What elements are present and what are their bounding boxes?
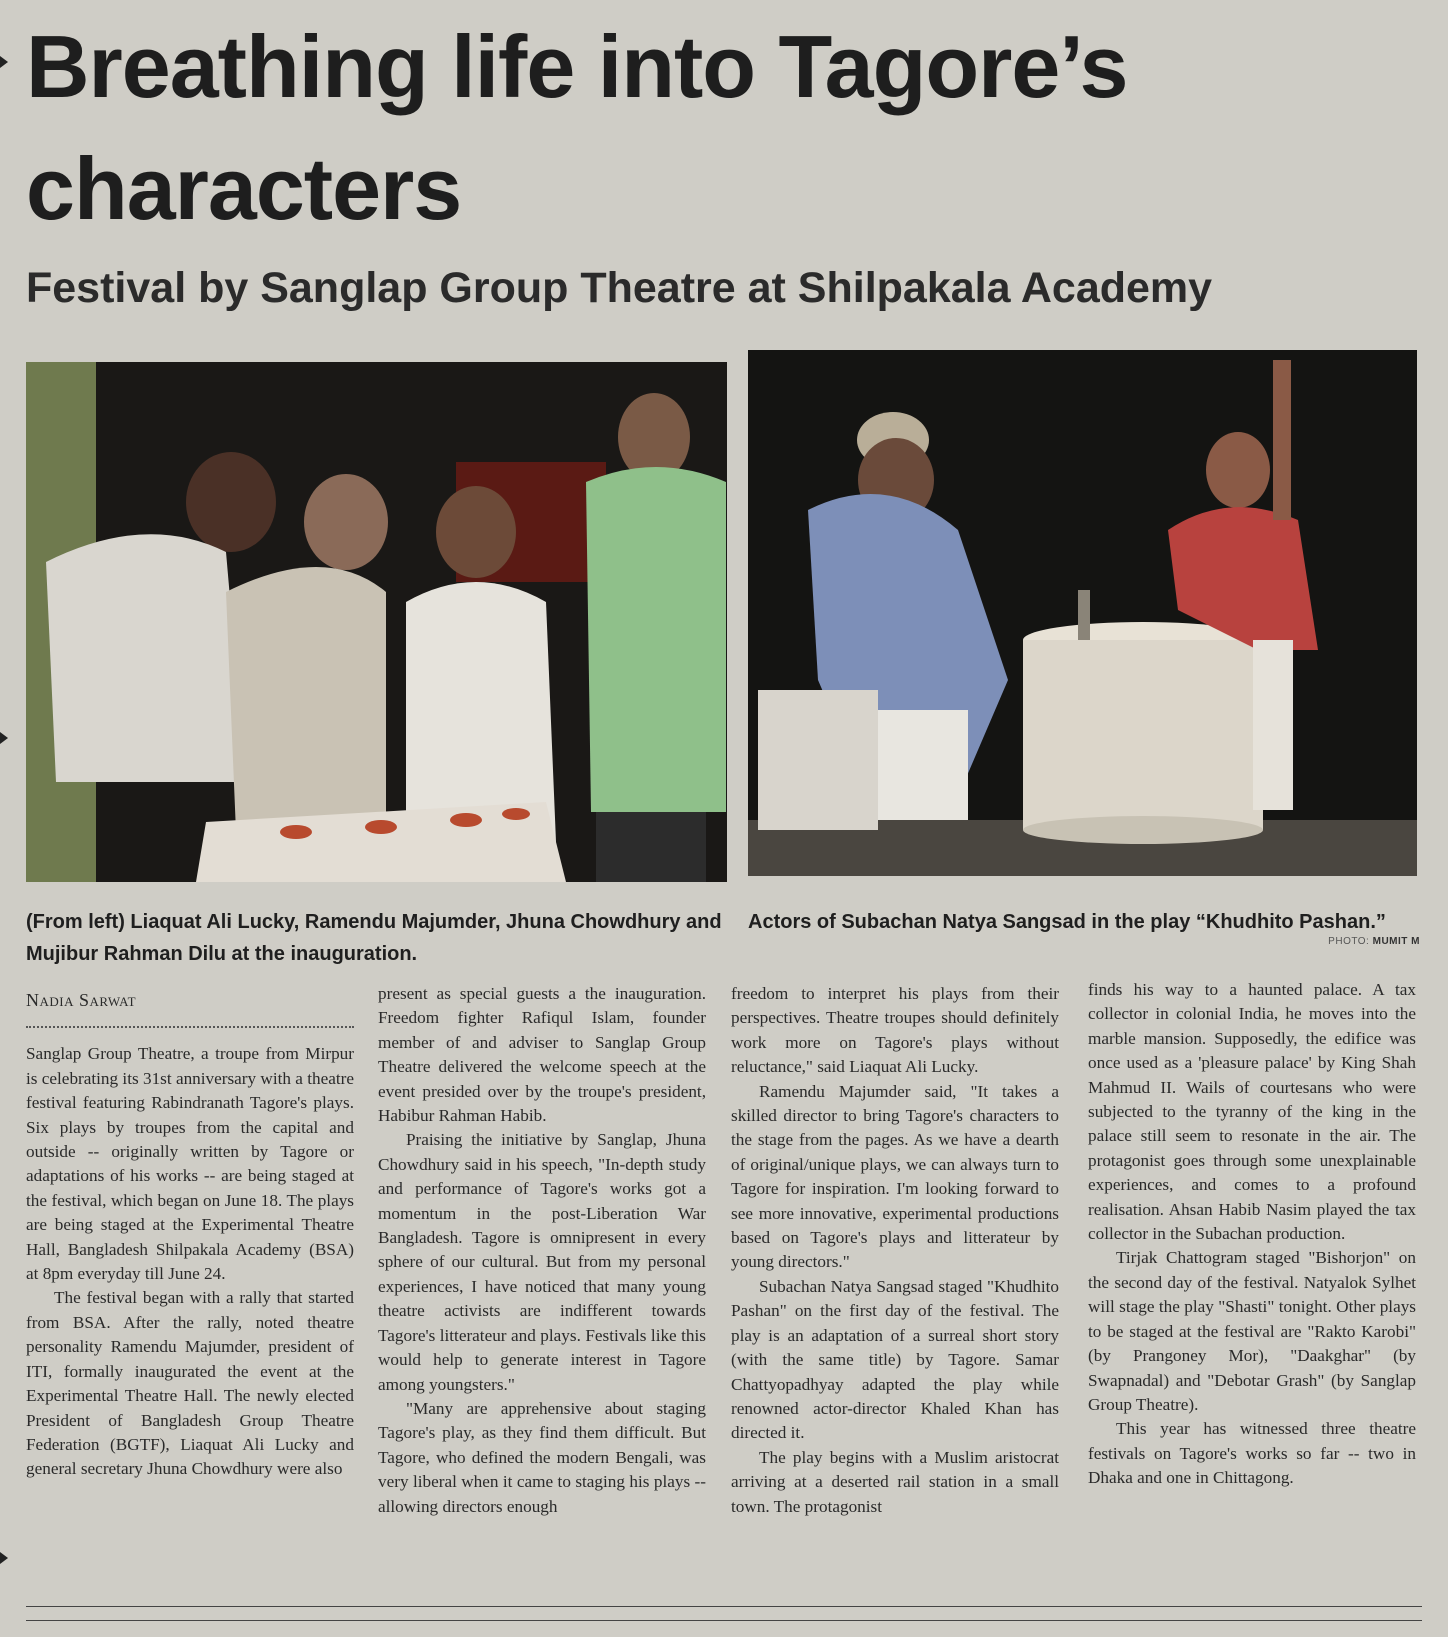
inauguration-photo [26,362,727,882]
article-column-3 [731,982,1059,1519]
right-photo-caption: Actors of Subachan Natya Sangsad in the play “Khudhito Pashan.” [748,911,1386,933]
article-headline: Breathing life into Tagore’s characters [26,17,1128,238]
body-paragraph: present as special guests a the inauguration. Freedom fighter Rafiqul Islam, founder member of and adviser to Sanglap Group Theatre delivered the welcome speech at the event presided over by the troupe's president, Habibur Rahman Habib. [378,984,706,1126]
article-column-1 [26,988,354,1482]
photo-credit [1328,936,1420,947]
body-paragraph: Tirjak Chattogram staged "Bishorjon" on the second day of the festival. Natyalok Sylhet will stage the play "Shasti" tonight. Other plays to be staged at the festival are "Rakto Karobi" (by Prangoney Mor), "Daakghar" (by Swapnadal) and "Debotar Grash" (by Sanglap Group Theatre). [1088,1248,1416,1414]
margin-arrow-icon [0,1552,8,1564]
body-paragraph: Subachan Natya Sangsad staged "Khudhito Pashan" on the first day of the festival. The play is an adaptation of a surreal short story (with the same title) by Tagore. Samar Chattyopadhyay adapted the play while renowned actor-director Khaled Khan has directed it. [731,1276,1059,1443]
article-column-4 [1088,978,1416,1491]
body-paragraph: Ramendu Majumder said, "It takes a skilled director to bring Tagore's characters to the stage from the pages. As we have a dearth of original/unique plays, we can always turn to Tagore for inspiration. I'm looking forward to see more innovative, experimental productions based on Tagore's plays and litterateur by young directors." [731,1081,1059,1272]
article-subheadline: Festival by Sanglap Group Theatre at Shilpakala Academy [26,264,1213,312]
body-paragraph: finds his way to a haunted palace. A tax collector in colonial India, he moves into the marble mansion. Supposedly, the edifice was once used as a 'pleasure palace' by King Shah Mahmud II. Wails of courtesans who were subjected to the tyranny of the king in the palace still seem to resonate in the air. The protagonist goes through some unexplainable experiences, and comes to a profound realisation. Ahsan Habib Nasim played the tax collector in the Subachan production. [1088,980,1416,1244]
body-paragraph: The play begins with a Muslim aristocrat arriving at a deserted rail station in a small town. The protagonist [731,1447,1059,1516]
body-paragraph: Sanglap Group Theatre, a troupe from Mirpur is celebrating its 31st anniversary with a theatre festival featuring Rabindranath Tagore's plays. Six plays by troupes from the capital and outside -- originally written by Tagore or adaptations of his works -- are being staged at the festival, which began on June 18. The plays are being staged at the Experimental Theatre Hall, Bangladesh Shilpakala Academy (BSA) at 8pm everyday till June 24. [26,1044,354,1284]
left-photo-caption: (From left) Liaquat Ali Lucky, Ramendu Majumder, Jhuna Chowdhury and Mujibur Rahman Dilu at the inauguration. [26,911,722,965]
bottom-rule [26,1606,1422,1607]
body-paragraph: "Many are apprehensive about staging Tagore's play, as they find them difficult. But Tagore, who defined the modern Bengali, was very liberal when it came to staging his plays -- allowing directors enough [378,1398,706,1516]
photo-credit-label: PHOTO: [1328,936,1370,947]
photo-credit-name: MUMIT M [1372,936,1420,947]
body-paragraph: freedom to interpret his plays from their perspectives. Theatre troupes should definitely work more on Tagore's plays without reluctance," said Liaquat Ali Lucky. [731,984,1059,1077]
margin-arrow-icon [0,732,8,744]
play-scene-photo [748,350,1417,876]
margin-arrow-icon [0,56,8,68]
byline: Nadia Sarwat [26,988,354,1028]
body-paragraph: The festival began with a rally that started from BSA. After the rally, noted theatre personality Ramendu Majumder, president of ITI, formally inaugurated the event at the Experimental Theatre Hall. The newly elected President of Bangladesh Group Theatre Federation (BGTF), Liaquat Ali Lucky and general secretary Jhuna Chowdhury were also [26,1288,354,1479]
body-paragraph: Praising the initiative by Sanglap, Jhuna Chowdhury said in his speech, "In-depth study and performance of Tagore's works got a momentum in the post-Liberation War Bangladesh. Tagore is omnipresent in every sphere of our cultural. But from my personal experiences, I have noticed that many young theatre activists are indifferent towards Tagore's litterateur and plays. Festivals like this would help to generate interest in Tagore among youngsters." [378,1130,706,1394]
body-paragraph: This year has witnessed three theatre festivals on Tagore's works so far -- two in Dhaka and one in Chittagong. [1088,1419,1416,1488]
article-column-2 [378,982,706,1519]
bottom-rule [26,1620,1422,1621]
